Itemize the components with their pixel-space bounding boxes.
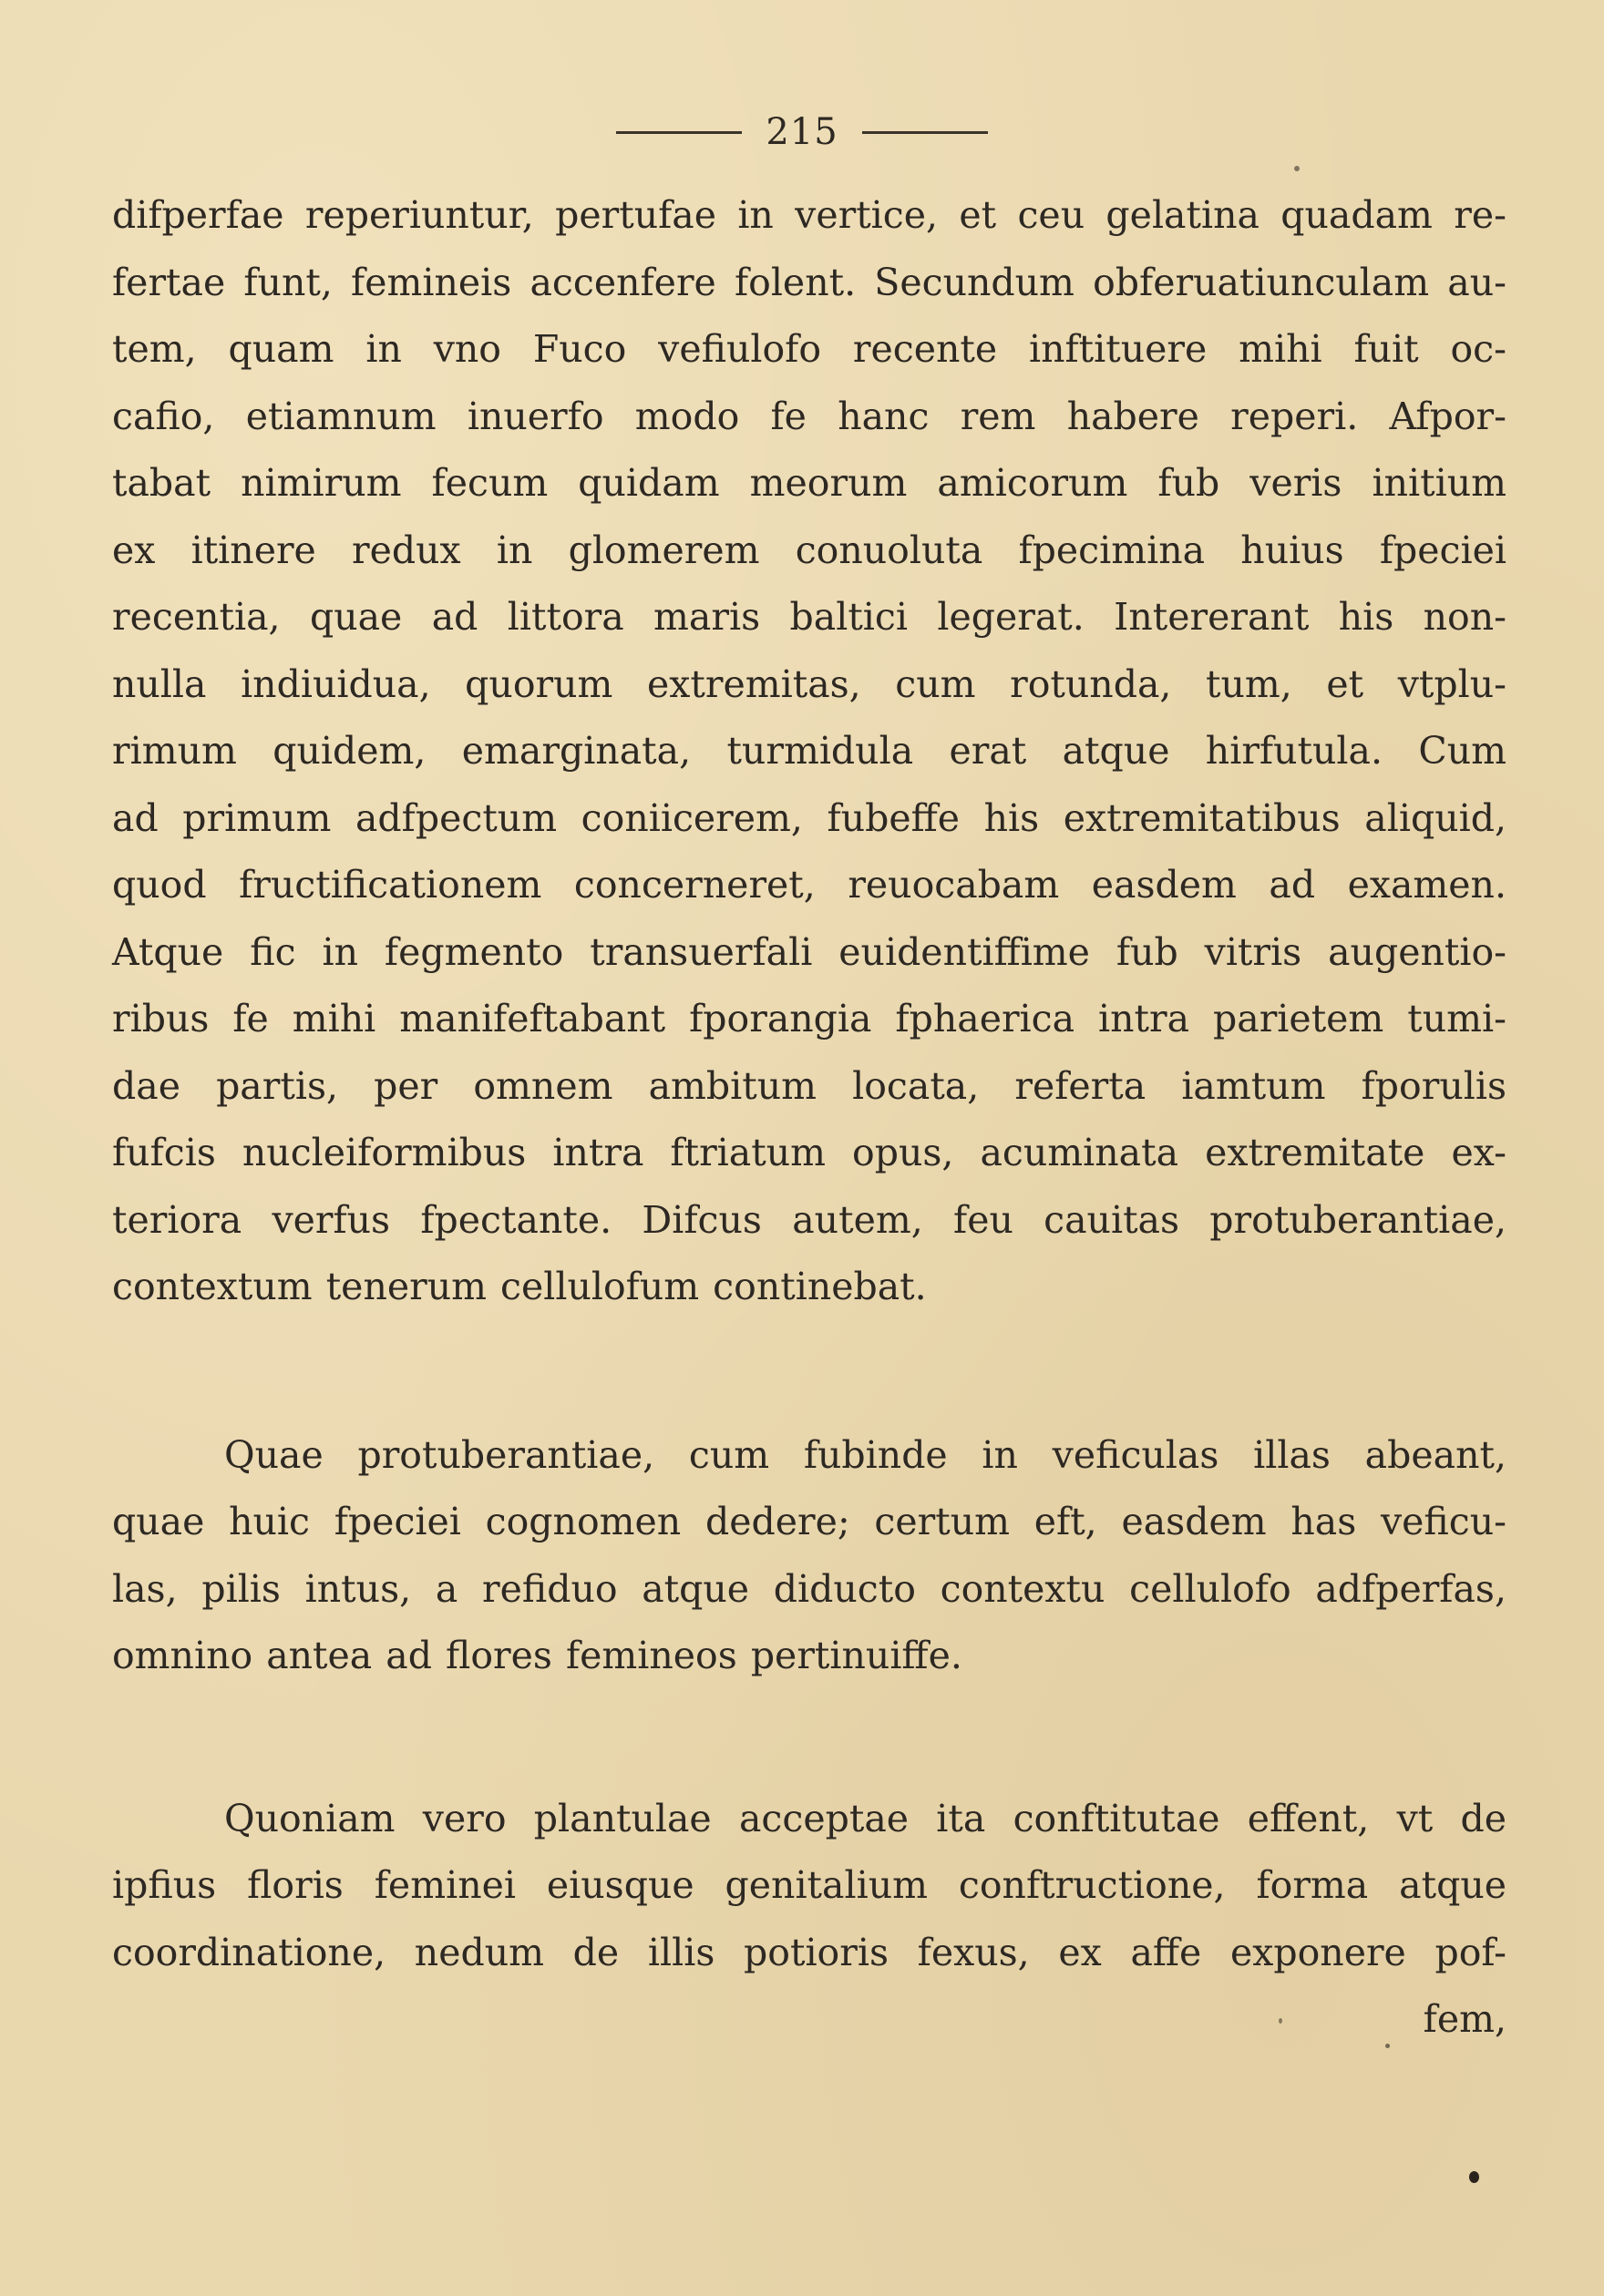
- body-text: [112, 182, 1506, 2054]
- text-line: dae partis, per omnem ambitum locata, referta iamtum fporulis: [112, 1063, 1506, 1108]
- head-rule-left: [616, 131, 742, 134]
- text-line: ribus fe mihi manifeftabant fporangia fphaerica intra parietem tumi-: [112, 997, 1506, 1040]
- page-number: 215: [766, 111, 838, 153]
- running-head: [0, 102, 1604, 159]
- paragraph-gap: [112, 1690, 1506, 1786]
- text-line: teriora verfus fpectante. Difcus autem, feu cauitas protuberantiae,: [112, 1197, 1506, 1242]
- paragraph-1: [112, 182, 1506, 1321]
- text-line: difperfae reperiuntur, pertufae in vertice, et ceu gelatina quadam re-: [112, 193, 1506, 237]
- ink-speck: [1279, 2018, 1282, 2024]
- text-line: tabat nimirum fecum quidam meorum amicorum fub veris initium: [112, 461, 1506, 505]
- text-line: las, pilis intus, a refiduo atque diducto contextu cellulofo adfperfas,: [112, 1566, 1506, 1611]
- head-rule-right: [862, 131, 988, 134]
- ink-speck: [1469, 2171, 1479, 2183]
- text-line: Quae protuberantiae, cum fubinde in veficulas illas abeant,: [224, 1432, 1506, 1477]
- text-line: Atque fic in fegmento transuerfali euidentiffime fub vitris augentio-: [112, 929, 1506, 974]
- text-line: contextum tenerum cellulofum continebat.: [112, 1265, 927, 1308]
- paragraph-2: [112, 1422, 1506, 1690]
- text-line: omnino antea ad flores femineos pertinuiffe.: [112, 1634, 962, 1677]
- text-line: nulla indiuidua, quorum extremitas, cum rotunda, tum, et vtplu-: [112, 661, 1506, 706]
- text-line: quod fructificationem concerneret, reuocabam easdem ad examen.: [112, 863, 1506, 907]
- text-line: coordinatione, nedum de illis potioris fexus, ex affe exponere pof-: [112, 1930, 1506, 1974]
- text-line: ex itinere redux in glomerem conuoluta fpecimina huius fpeciei: [112, 528, 1506, 572]
- text-line: fufcis nucleiformibus intra ftriatum opus, acuminata extremitate ex-: [112, 1131, 1506, 1174]
- ink-speck: [1385, 2044, 1390, 2048]
- text-line: recentia, quae ad littora maris baltici legerat. Intererant his non-: [112, 595, 1506, 639]
- text-line: tem, quam in vno Fuco vefiulofo recente inftituere mihi fuit oc-: [112, 327, 1506, 371]
- paragraph-3: [112, 1786, 1506, 2054]
- text-line: cafio, etiamnum inuerfo modo fe hanc rem habere reperi. Afpor-: [112, 394, 1506, 438]
- text-line: Quoniam vero plantulae acceptae ita conftitutae effent, vt de: [224, 1796, 1506, 1840]
- text-line: quae huic fpeciei cognomen dedere; certum eft, easdem has veficu-: [112, 1500, 1506, 1543]
- paragraph-gap: [112, 1321, 1506, 1422]
- ink-speck: [1294, 166, 1300, 171]
- text-line: rimum quidem, emarginata, turmidula erat atque hirfutula. Cum: [112, 729, 1506, 773]
- text-line: fertae funt, femineis accenfere folent. Secundum obferuatiunculam au-: [112, 260, 1506, 304]
- catchword: fem,: [1423, 1997, 1506, 2041]
- text-line: ipfius floris feminei eiusque genitalium conftructione, forma atque: [112, 1863, 1506, 1907]
- text-line: ad primum adfpectum coniicerem, fubeffe his extremitatibus aliquid,: [112, 795, 1506, 840]
